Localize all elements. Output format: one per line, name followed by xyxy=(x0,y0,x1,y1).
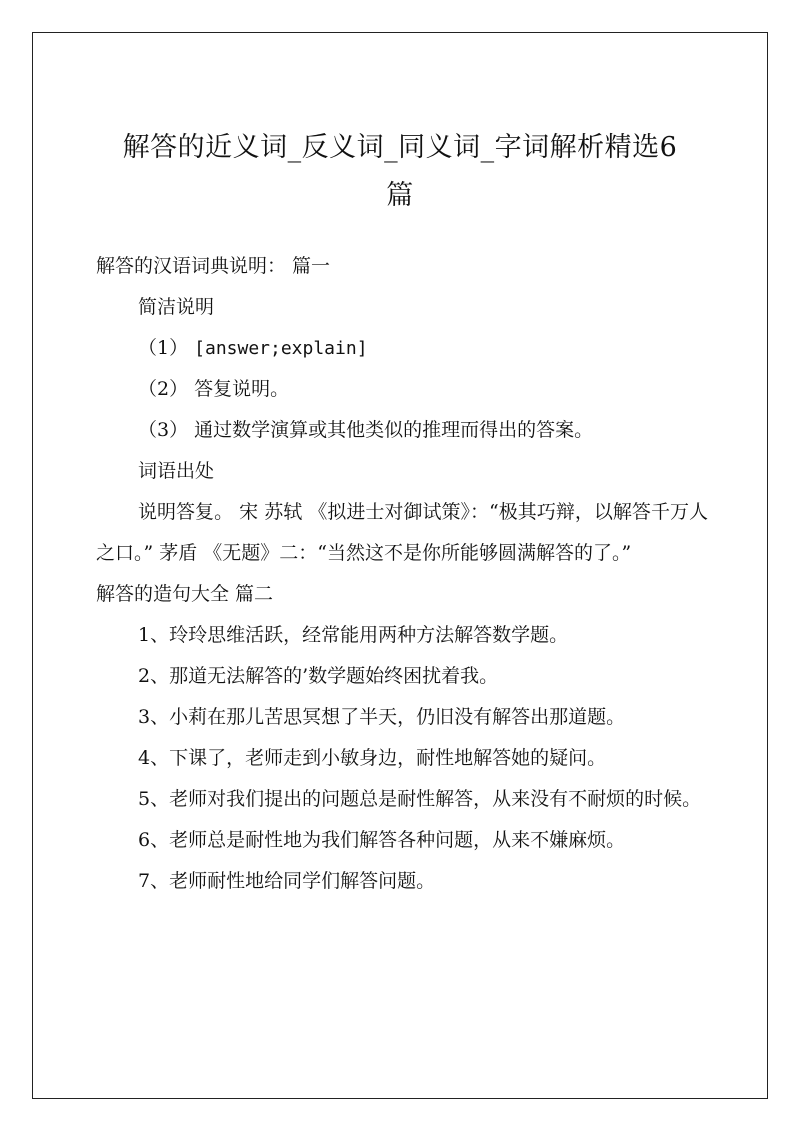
section-heading-2: 解答的造句大全 篇二 xyxy=(96,583,274,605)
sentence-3: 3、小莉在那儿苦思冥想了半天，仍旧没有解答出那道题。 xyxy=(138,706,626,728)
definition-item-1-number: （1） xyxy=(138,337,189,359)
title-line-2: 篇 xyxy=(386,180,414,211)
source-paragraph: 说明答复。 宋 苏轼 《拟进士对御试策》：“极其巧辩，以解答千万人之口。” 茅盾 《无题》二：“当然这不是你所能够圆满解答的了。” xyxy=(96,501,708,564)
sentence-5: 5、老师对我们提出的问题总是耐性解答，从来没有不耐烦的时候。 xyxy=(138,788,702,810)
sentence-4: 4、下课了，老师走到小敏身边，耐性地解答她的疑问。 xyxy=(138,747,607,769)
title-line-1: 解答的近义词_反义词_同义词_字词解析精选6 xyxy=(122,132,678,163)
subheading-word-source: 词语出处 xyxy=(138,460,215,482)
definition-item-1-text: [answer;explain] xyxy=(194,338,368,359)
sentence-6: 6、老师总是耐性地为我们解答各种问题，从来不嫌麻烦。 xyxy=(138,829,626,851)
sentence-2: 2、那道无法解答的’数学题始终困扰着我。 xyxy=(138,665,499,687)
document-body xyxy=(96,246,708,902)
definition-item-2: （2） 答复说明。 xyxy=(138,378,290,400)
sentence-7: 7、老师耐性地给同学们解答问题。 xyxy=(138,870,436,892)
subheading-brief-explanation: 简洁说明 xyxy=(138,296,215,318)
document-title xyxy=(60,124,740,220)
definition-item-1 xyxy=(96,328,708,369)
sentence-1: 1、玲玲思维活跃，经常能用两种方法解答数学题。 xyxy=(138,624,569,646)
definition-item-3: （3） 通过数学演算或其他类似的推理而得出的答案。 xyxy=(138,419,594,441)
section-heading-1: 解答的汉语词典说明： 篇一 xyxy=(96,255,331,277)
